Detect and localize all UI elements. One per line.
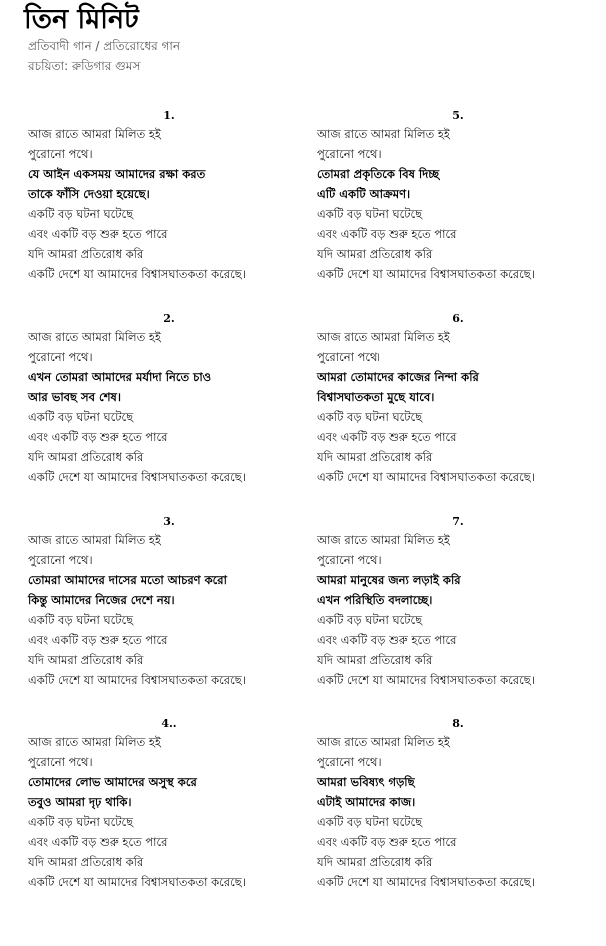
verse-line: আমরা ভবিষ্যৎ গড়ছি xyxy=(317,775,415,789)
verse-number: 7. xyxy=(452,515,464,528)
verse-block xyxy=(317,716,597,892)
verse-block xyxy=(28,716,308,892)
verse-line: পুরোনো পথে। xyxy=(317,147,382,161)
verse-block xyxy=(317,108,597,284)
verse-line: একটি দেশে যা আমাদের বিশ্বাসঘাতকতা করেছে। xyxy=(28,673,246,687)
verse-line: এটাই আমাদের কাজ। xyxy=(317,795,416,809)
verse-number: 6. xyxy=(452,312,464,325)
verse-line: একটি দেশে যা আমাদের বিশ্বাসঘাতকতা করেছে। xyxy=(317,470,535,484)
song-author: রচয়িতা: রুডিগার গুমস xyxy=(28,59,141,73)
verse-line: পুরোনো পথে। xyxy=(28,147,93,161)
verse-number: 4.. xyxy=(161,717,177,730)
verse-number: 2. xyxy=(163,312,175,325)
verse-line: একটি বড় ঘটনা ঘটেছে xyxy=(317,815,423,829)
verse-line: এবং একটি বড় শুরু হতে পারে xyxy=(28,430,168,444)
verse-line: যে আইন একসময় আমাদের রক্ষা করত xyxy=(28,167,206,181)
verse-block xyxy=(317,311,597,487)
verse-number: 3. xyxy=(163,515,175,528)
verse-line: একটি বড় ঘটনা ঘটেছে xyxy=(28,410,134,424)
verse-line: একটি দেশে যা আমাদের বিশ্বাসঘাতকতা করেছে। xyxy=(28,470,246,484)
verse-line: একটি বড় ঘটনা ঘটেছে xyxy=(317,207,423,221)
verse-line: এটি একটি আক্রমণ। xyxy=(317,187,411,201)
song-title: তিন মিনিট xyxy=(24,4,139,35)
verse-line: এবং একটি বড় শুরু হতে পারে xyxy=(317,430,457,444)
verse-line: যদি আমরা প্রতিরোধ করি xyxy=(317,855,433,869)
verse-line: একটি দেশে যা আমাদের বিশ্বাসঘাতকতা করেছে। xyxy=(28,875,246,889)
verse-line: যদি আমরা প্রতিরোধ করি xyxy=(28,247,144,261)
verse-line: আজ রাতে আমরা মিলিত হই xyxy=(28,735,161,749)
verse-number: 5. xyxy=(452,109,464,122)
verse-line: এবং একটি বড় শুরু হতে পারে xyxy=(28,227,168,241)
verse-line: পুরোনো পথে। xyxy=(317,755,382,769)
verse-line: একটি দেশে যা আমাদের বিশ্বাসঘাতকতা করেছে। xyxy=(317,875,535,889)
verse-block xyxy=(317,514,597,690)
verse-line: আজ রাতে আমরা মিলিত হই xyxy=(317,533,450,547)
verse-line: কিন্তু আমাদের নিজের দেশে নয়। xyxy=(28,593,175,607)
verse-line: এবং একটি বড় শুরু হতে পারে xyxy=(28,835,168,849)
verse-line: পুরোনো পথে। xyxy=(28,755,93,769)
verse-line: আজ রাতে আমরা মিলিত হই xyxy=(28,127,161,141)
verse-line: আজ রাতে আমরা মিলিত হই xyxy=(28,533,161,547)
verse-line: যদি আমরা প্রতিরোধ করি xyxy=(317,653,433,667)
verse-line: আর ভাবছ সব শেষ। xyxy=(28,390,121,404)
verse-number: 1. xyxy=(163,109,175,122)
verse-line: একটি দেশে যা আমাদের বিশ্বাসঘাতকতা করেছে। xyxy=(317,267,535,281)
verse-line: বিশ্বাসঘাতকতা মুছে যাবে। xyxy=(317,390,435,404)
verse-line: যদি আমরা প্রতিরোধ করি xyxy=(28,855,144,869)
verse-line: এবং একটি বড় শুরু হতে পারে xyxy=(317,227,457,241)
verse-line: একটি বড় ঘটনা ঘটেছে xyxy=(317,410,423,424)
verse-line: পুরোনো পথে। xyxy=(28,350,93,364)
verse-line: পুরোনো পথে৷ xyxy=(317,350,380,364)
verse-line: তোমরা প্রকৃতিকে বিষ দিচ্ছ xyxy=(317,167,440,181)
verse-line: আজ রাতে আমরা মিলিত হই xyxy=(28,330,161,344)
verse-line: আজ রাতে আমরা মিলিত হই xyxy=(317,127,450,141)
verse-line: যদি আমরা প্রতিরোধ করি xyxy=(28,653,144,667)
verse-line: আমরা তোমাদের কাজের নিন্দা করি xyxy=(317,370,479,384)
verse-line: একটি বড় ঘটনা ঘটেছে xyxy=(28,207,134,221)
verse-line: পুরোনো পথে। xyxy=(317,553,382,567)
verse-line: পুরোনো পথে। xyxy=(28,553,93,567)
verse-block xyxy=(28,311,308,487)
verse-line: আজ রাতে আমরা মিলিত হই xyxy=(317,735,450,749)
verse-line: তোমরা আমাদের দাসের মতো আচরণ করো xyxy=(28,573,227,587)
verse-line: তোমাদের লোভ আমাদের অসুস্থ করে xyxy=(28,775,197,789)
verse-line: যদি আমরা প্রতিরোধ করি xyxy=(28,450,144,464)
verse-line: একটি বড় ঘটনা ঘটেছে xyxy=(28,613,134,627)
verse-line: একটি বড় ঘটনা ঘটেছে xyxy=(28,815,134,829)
verse-line: এখন পরিস্থিতি বদলাচ্ছে। xyxy=(317,593,433,607)
verse-number: 8. xyxy=(452,717,464,730)
verse-line: এবং একটি বড় শুরু হতে পারে xyxy=(28,633,168,647)
verse-line: যদি আমরা প্রতিরোধ করি xyxy=(317,247,433,261)
verse-line: এবং একটি বড় শুরু হতে পারে xyxy=(317,835,457,849)
verse-line: এবং একটি বড় শুরু হতে পারে xyxy=(317,633,457,647)
verse-block xyxy=(28,514,308,690)
verse-line: একটি বড় ঘটনা ঘটেছে xyxy=(317,613,423,627)
verse-line: এখন তোমরা আমাদের মর্যাদা নিতে চাও xyxy=(28,370,212,384)
verse-line: একটি দেশে যা আমাদের বিশ্বাসঘাতকতা করেছে। xyxy=(28,267,246,281)
verse-line: আমরা মানুষের জন্য লড়াই করি xyxy=(317,573,461,587)
verse-line: আজ রাতে আমরা মিলিত হই xyxy=(317,330,450,344)
verse-line: তবুও আমরা দৃঢ় থাকি। xyxy=(28,795,132,809)
verse-line: যদি আমরা প্রতিরোধ করি xyxy=(317,450,433,464)
verse-line: একটি দেশে যা আমাদের বিশ্বাসঘাতকতা করেছে। xyxy=(317,673,535,687)
verse-block xyxy=(28,108,308,284)
verse-line: তাকে ফাঁসি দেওয়া হয়েছে। xyxy=(28,187,150,201)
song-genre: প্রতিবাদী গান / প্রতিরোধের গান xyxy=(28,39,181,53)
